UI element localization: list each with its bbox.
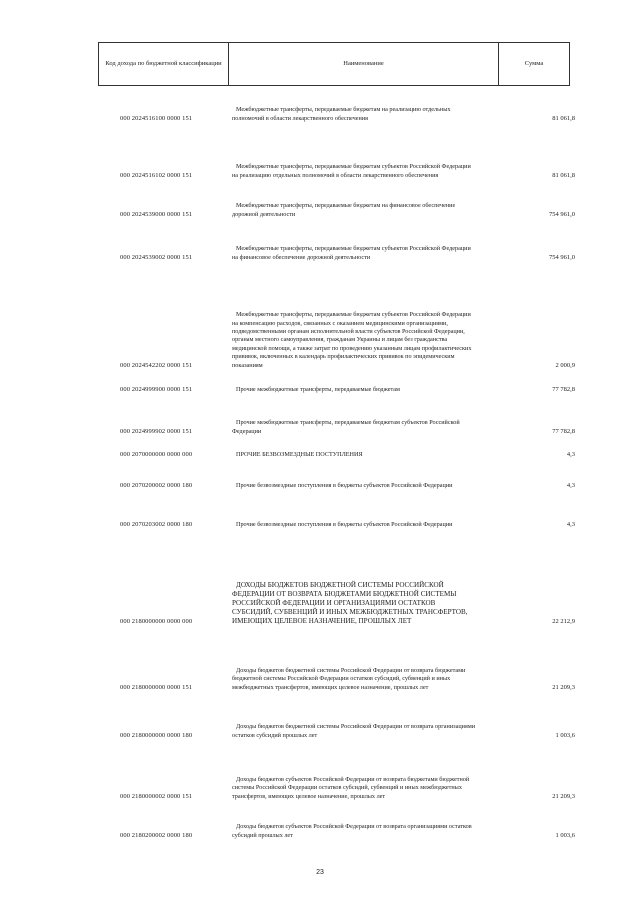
row-name: Межбюджетные трансферты, передаваемые бюджетам на реализацию отдельных полномочий в области лекарственного обеспечения xyxy=(232,106,451,122)
row-amount: 4,3 xyxy=(566,482,575,489)
row-code: 000 2180000000 0000 180 xyxy=(120,732,193,739)
row-code: 000 2180000000 0000 151 xyxy=(120,684,193,691)
row-amount: 77 782,8 xyxy=(552,428,575,435)
row-name: ДОХОДЫ БЮДЖЕТОВ БЮДЖЕТНОЙ СИСТЕМЫ РОССИЙСКОЙ ФЕДЕРАЦИИ ОТ ВОЗВРАТА БЮДЖЕТАМИ БЮДЖЕТНОЙ СИСТЕМЫ РОССИЙСКОЙ ФЕДЕРАЦИИ И ОРГАНИЗАЦИЯМИ ОСТАТКОВ СУБСИДИЙ, СУБВЕНЦИЙ И ИНЫХ МЕЖБЮДЖЕТНЫХ ТРАНСФЕРТОВ, ИМЕЮЩИХ ЦЕЛЕВОЕ НАЗНАЧЕНИЕ, ПРОШЛЫХ ЛЕТ xyxy=(232,581,468,626)
row-code: 000 2180000000 0000 000 xyxy=(120,618,193,625)
row-name: Доходы бюджетов бюджетной системы Российской Федерации от возврата организациями остатков субсидий прошлых лет xyxy=(232,723,476,739)
row-amount: 21 209,3 xyxy=(552,793,575,800)
row-amount: 21 209,3 xyxy=(552,684,575,691)
row-amount: 22 212,9 xyxy=(552,618,575,625)
row-name: Прочие безвозмездные поступления в бюджеты субъектов Российской Федерации xyxy=(236,481,453,489)
row-name: Доходы бюджетов бюджетной системы Российской Федерации от возврата бюджетами бюджетной системы Российской Федерации остатков субсидий, субвенций и иных межбюджетных трансфертов, имеющих целевое назначение, прошлых лет xyxy=(232,666,466,691)
row-code: 000 2024516102 0000 151 xyxy=(120,172,193,179)
row-name: Межбюджетные трансферты, передаваемые бюджетам субъектов Российской Федерации на реализацию отдельных полномочий в области лекарственного обеспечения xyxy=(232,163,471,179)
header-name-column: Наименование xyxy=(229,43,499,85)
row-amount: 2 000,9 xyxy=(555,362,575,369)
header-code-column: Код дохода по бюджетной классификации xyxy=(99,43,229,85)
row-code: 000 2070203002 0000 180 xyxy=(120,521,193,528)
page-number: 23 xyxy=(316,869,324,876)
row-amount: 4,3 xyxy=(566,521,575,528)
row-amount: 81 061,8 xyxy=(552,115,575,122)
row-code: 000 2024539002 0000 151 xyxy=(120,254,193,261)
row-name: ПРОЧИЕ БЕЗВОЗМЕЗДНЫЕ ПОСТУПЛЕНИЯ xyxy=(236,450,363,458)
row-name: Прочие межбюджетные трансферты, передаваемые бюджетам субъектов Российской Федерации xyxy=(232,419,460,435)
header-sum-column: Сумма xyxy=(524,60,544,67)
row-name: Межбюджетные трансферты, передаваемые бюджетам субъектов Российской Федерации на финансовое обеспечение дорожной деятельности xyxy=(232,245,471,261)
row-name: Прочие межбюджетные трансферты, передаваемые бюджетам xyxy=(236,385,400,393)
row-code: 000 2070000000 0000 000 xyxy=(120,451,193,458)
row-amount: 754 961,0 xyxy=(549,254,575,261)
row-amount: 1 003,6 xyxy=(555,832,575,839)
row-code: 000 2070200002 0000 180 xyxy=(120,482,193,489)
row-amount: 754 961,0 xyxy=(549,211,575,218)
row-code: 000 2180200002 0000 180 xyxy=(120,832,193,839)
row-code: 000 2024999902 0000 151 xyxy=(120,428,193,435)
row-name: Межбюджетные трансферты, передаваемые бюджетам субъектов Российской Федерации на компенсацию расходов, связанных с оказанием медицинскими организациями, подведомственными органам исполнительной власти субъектов Российской Федерации, органам местного самоуправления, гражданам Украины и лицам без гражданства медицинской помощи, а также затрат по проведению указанным лицам профилактических прививок, включенных в календарь профилактических прививок по эпидемическим показаниям xyxy=(232,311,472,369)
row-code: 000 2024516100 0000 151 xyxy=(120,115,193,122)
row-code: 000 2024539000 0000 151 xyxy=(120,211,193,218)
row-name: Межбюджетные трансферты, передаваемые бюджетам на финансовое обеспечение дорожной деятельности xyxy=(232,202,456,218)
row-name: Прочие безвозмездные поступления в бюджеты субъектов Российской Федерации xyxy=(236,520,453,528)
row-amount: 4,3 xyxy=(566,451,575,458)
row-amount: 77 782,8 xyxy=(552,386,575,393)
row-name: Доходы бюджетов субъектов Российской Федерации от возврата организациями остатков субсидий прошлых лет xyxy=(232,823,472,839)
row-name: Доходы бюджетов субъектов Российской Федерации от возврата бюджетами бюджетной системы Российской Федерации остатков субсидий, субвенций и иных межбюджетных трансфертов, имеющих целевое назначение, прошлых лет xyxy=(232,775,470,800)
row-code: 000 2024542202 0000 151 xyxy=(120,362,193,369)
row-code: 000 2024999900 0000 151 xyxy=(120,386,193,393)
row-amount: 1 003,6 xyxy=(555,732,575,739)
row-amount: 81 061,8 xyxy=(552,172,575,179)
row-code: 000 2180000002 0000 151 xyxy=(120,793,193,800)
